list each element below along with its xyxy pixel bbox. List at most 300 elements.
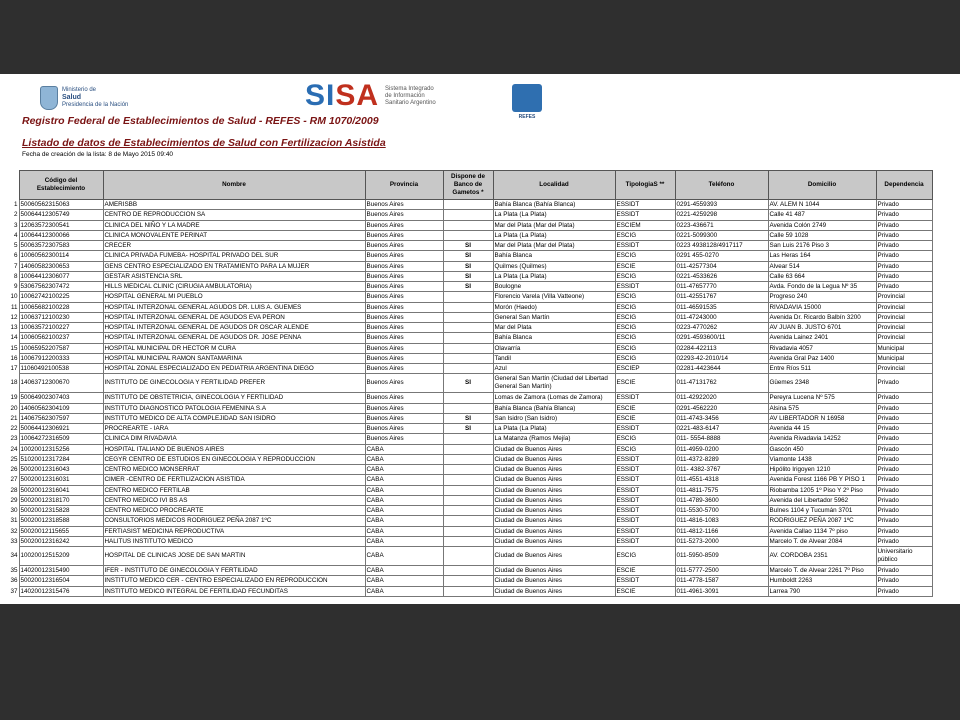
- table-cell: CLINICA MONOVALENTE PERINAT: [103, 230, 365, 240]
- table-cell: 10064412300066: [19, 230, 103, 240]
- table-cell: Calle 41 487: [768, 210, 876, 220]
- table-cell: GENS CENTRO ESPECIALIZADO EN TRATAMIENTO PARA LA MUJER: [103, 261, 365, 271]
- table-cell: 011-4959-0200: [675, 444, 768, 454]
- table-cell: 14060582300653: [19, 261, 103, 271]
- table-cell: CENTRO MEDICO IVI BS AS: [103, 495, 365, 505]
- table-cell: Humboldt 2263: [768, 576, 876, 586]
- table-cell: [443, 323, 493, 333]
- row-number-header: [10, 171, 19, 200]
- table-cell: [443, 485, 493, 495]
- table-cell: ESSIDT: [615, 495, 675, 505]
- table-cell: [443, 353, 493, 363]
- table-cell: INSTITUTO DIAGNOSTICO PATOLOGIA FEMENINA S.A: [103, 403, 365, 413]
- refes-logo-label: REFES: [518, 114, 536, 120]
- table-cell: ESCIE: [615, 413, 675, 423]
- table-cell: Ciudad de Buenos Aires: [493, 454, 615, 464]
- table-cell: 51020012317284: [19, 454, 103, 464]
- table-cell: Tandil: [493, 353, 615, 363]
- table-cell: Mar del Plata (Mar del Plata): [493, 241, 615, 251]
- table-cell: Buenos Aires: [365, 282, 443, 292]
- table-cell: Privado: [876, 536, 932, 546]
- table-cell: ESCIG: [615, 323, 675, 333]
- table-cell: [443, 566, 493, 576]
- table-cell: CABA: [365, 576, 443, 586]
- table-cell: ESCIE: [615, 586, 675, 596]
- table-cell: Buenos Aires: [365, 292, 443, 302]
- table-cell: Florencio Varela (Villa Vatteone): [493, 292, 615, 302]
- table-cell: HILLS MEDICAL CLINIC (CIRUGIA AMBULATORIA): [103, 282, 365, 292]
- table-cell: 50020012316242: [19, 536, 103, 546]
- row-number: 4: [13, 231, 18, 239]
- table-cell: Provincial: [876, 323, 932, 333]
- row-number: 27: [10, 476, 18, 484]
- table-cell: Calle 63 664: [768, 271, 876, 281]
- table-cell: [443, 576, 493, 586]
- table-cell: 10065952207587: [19, 343, 103, 353]
- table-cell: CABA: [365, 444, 443, 454]
- table-cell: [443, 454, 493, 464]
- table-cell: Hipólito Irigoyen 1210: [768, 465, 876, 475]
- table-cell: 011-42922020: [675, 393, 768, 403]
- table-cell: Alsina 575: [768, 403, 876, 413]
- table-cell: 011-4816-1083: [675, 516, 768, 526]
- table-cell: INSTITUTO DE GINECOLOGIA Y FERTILIDAD PREFER: [103, 374, 365, 393]
- table-row: [10, 444, 932, 454]
- table-cell: CIMER -CENTRO DE FERTILIZACION ASISTIDA: [103, 475, 365, 485]
- table-cell: RODRIGUEZ PEÑA 2087 1ºC: [768, 516, 876, 526]
- table-cell: General San Martín: [493, 312, 615, 322]
- table-cell: 011-5777-2500: [675, 566, 768, 576]
- table-cell: 011-4961-3091: [675, 586, 768, 596]
- table-row: [10, 292, 932, 302]
- table-cell: Privado: [876, 444, 932, 454]
- table-cell: [443, 403, 493, 413]
- table-cell: INSTITUTO MEDICO INTEGRAL DE FERTILIDAD FECUNDITAS: [103, 586, 365, 596]
- table-cell: General San Martín (Ciudad del Libertad General San Martín): [493, 374, 615, 393]
- table-cell: [443, 364, 493, 374]
- table-cell: ESCIG: [615, 271, 675, 281]
- table-cell: [443, 230, 493, 240]
- table-cell: ESCIEM: [615, 220, 675, 230]
- table-cell: Municipal: [876, 343, 932, 353]
- table-row: [10, 220, 932, 230]
- table-cell: 14020012315490: [19, 566, 103, 576]
- table-cell: 50064412306921: [19, 424, 103, 434]
- table-cell: 50020012315828: [19, 506, 103, 516]
- table-cell: Privado: [876, 271, 932, 281]
- table-cell: PROCREARTE - IARA: [103, 424, 365, 434]
- table-cell: AV. CORDOBA 2351: [768, 547, 876, 566]
- table-cell: ESSIDT: [615, 424, 675, 434]
- column-header: Nombre: [103, 171, 365, 200]
- table-cell: Privado: [876, 393, 932, 403]
- table-cell: ESSIDT: [615, 576, 675, 586]
- table-cell: Las Heras 164: [768, 251, 876, 261]
- table-cell: Avenida Callao 1134 7º piso: [768, 526, 876, 536]
- table-row: [10, 364, 932, 374]
- row-number: 18: [10, 379, 18, 387]
- table-cell: CLINICA PRIVADA FUMEBA- HOSPITAL PRIVADO DEL SUR: [103, 251, 365, 261]
- table-cell: Privado: [876, 230, 932, 240]
- table-cell: Universitario público: [876, 547, 932, 566]
- row-number: 24: [10, 445, 18, 453]
- table-row: [10, 210, 932, 220]
- table-cell: Buenos Aires: [365, 424, 443, 434]
- table-cell: Provincial: [876, 364, 932, 374]
- table-cell: HOSPITAL MUNICIPAL RAMON SANTAMARINA: [103, 353, 365, 363]
- table-cell: Mar del Plata (Mar del Plata): [493, 220, 615, 230]
- table-cell: Bahía Blanca: [493, 333, 615, 343]
- table-cell: ESSIDT: [615, 282, 675, 292]
- table-cell: Ciudad de Buenos Aires: [493, 566, 615, 576]
- table-cell: Ciudad de Buenos Aires: [493, 444, 615, 454]
- table-cell: 011-4778-1587: [675, 576, 768, 586]
- table-cell: 0291-4562220: [675, 403, 768, 413]
- table-row: [10, 566, 932, 576]
- table-cell: 011- 5554-8888: [675, 434, 768, 444]
- row-number: 3: [13, 221, 18, 229]
- table-cell: CABA: [365, 495, 443, 505]
- table-cell: Buenos Aires: [365, 251, 443, 261]
- table-cell: SI: [443, 424, 493, 434]
- table-row: [10, 323, 932, 333]
- table-cell: ESCIG: [615, 434, 675, 444]
- table-cell: Ciudad de Buenos Aires: [493, 506, 615, 516]
- table-cell: ESCIE: [615, 374, 675, 393]
- row-number: 15: [10, 344, 18, 352]
- table-cell: [443, 465, 493, 475]
- table-cell: 10067912200333: [19, 353, 103, 363]
- table-cell: ESCIG: [615, 312, 675, 322]
- table-cell: 10060562100237: [19, 333, 103, 343]
- table-cell: 11060492100538: [19, 364, 103, 374]
- table-cell: Bahía Blanca (Bahía Blanca): [493, 200, 615, 210]
- table-cell: Privado: [876, 424, 932, 434]
- column-header: Localidad: [493, 171, 615, 200]
- table-header-row: [10, 171, 932, 200]
- table-cell: INSTITUTO MEDICO DE ALTA COMPLEJIDAD SAN ISIDRO: [103, 413, 365, 423]
- table-cell: Pereyra Lucena Nº 575: [768, 393, 876, 403]
- table-cell: CABA: [365, 536, 443, 546]
- table-cell: Ciudad de Buenos Aires: [493, 547, 615, 566]
- table-cell: SI: [443, 374, 493, 393]
- table-cell: ESCIG: [615, 333, 675, 343]
- table-cell: 0221-5099300: [675, 230, 768, 240]
- table-cell: ESCIG: [615, 251, 675, 261]
- table-cell: ESSIDT: [615, 454, 675, 464]
- table-cell: 011-47243000: [675, 312, 768, 322]
- row-number: 19: [10, 394, 18, 402]
- table-cell: [443, 506, 493, 516]
- table-cell: 10063572100227: [19, 323, 103, 333]
- row-number: 20: [10, 404, 18, 412]
- table-row: [10, 526, 932, 536]
- table-cell: 12063572300541: [19, 220, 103, 230]
- row-number: 36: [10, 577, 18, 585]
- table-row: [10, 333, 932, 343]
- table-cell: Avenida Colón 2749: [768, 220, 876, 230]
- row-number: 34: [10, 552, 18, 559]
- sisa-subtitle: Sistema Integrado de Información Sanitario Argentino: [385, 85, 436, 106]
- table-cell: Buenos Aires: [365, 323, 443, 333]
- table-cell: SI: [443, 282, 493, 292]
- column-header: TipologiaS **: [615, 171, 675, 200]
- table-cell: FERTIASIST MEDICINA REPRODUCTIVA: [103, 526, 365, 536]
- table-cell: 50020012316043: [19, 465, 103, 475]
- table-cell: ESCIG: [615, 343, 675, 353]
- table-cell: Rivadavia 4057: [768, 343, 876, 353]
- table-cell: CEGYR CENTRO DE ESTUDIOS EN GINECOLOGIA Y REPRODUCCION: [103, 454, 365, 464]
- table-cell: 011-4811-7575: [675, 485, 768, 495]
- table-row: [10, 312, 932, 322]
- table-cell: 02293-42-2010/14: [675, 353, 768, 363]
- table-row: [10, 353, 932, 363]
- table-row: [10, 413, 932, 423]
- row-number: 6: [13, 252, 18, 260]
- table-row: [10, 251, 932, 261]
- table-cell: San Isidro (San Isidro): [493, 413, 615, 423]
- table-cell: CLINICA DEL NIÑO Y LA MADRE: [103, 220, 365, 230]
- table-cell: Buenos Aires: [365, 241, 443, 251]
- table-cell: [443, 343, 493, 353]
- table-cell: ESCIG: [615, 353, 675, 363]
- table-cell: Provincial: [876, 292, 932, 302]
- table-body: [10, 200, 932, 597]
- column-header: Provincia: [365, 171, 443, 200]
- table-cell: Provincial: [876, 312, 932, 322]
- table-cell: HOSPITAL ITALIANO DE BUENOS AIRES: [103, 444, 365, 454]
- table-cell: ESSIDT: [615, 516, 675, 526]
- table-cell: SI: [443, 271, 493, 281]
- row-number: 11: [10, 303, 18, 311]
- table-row: [10, 200, 932, 210]
- table-cell: IFER - INSTITUTO DE GINECOLOGIA Y FERTILIDAD: [103, 566, 365, 576]
- row-number: 9: [13, 283, 18, 291]
- table-row: [10, 271, 932, 281]
- table-cell: La Matanza (Ramos Mejía): [493, 434, 615, 444]
- row-number: 5: [13, 242, 18, 250]
- table-cell: La Plata (La Plata): [493, 424, 615, 434]
- table-cell: Privado: [876, 251, 932, 261]
- table-cell: Provincial: [876, 302, 932, 312]
- document-sheet: [0, 74, 960, 604]
- table-cell: CRECER: [103, 241, 365, 251]
- table-cell: 10064272316509: [19, 434, 103, 444]
- table-row: [10, 586, 932, 596]
- table-cell: 011- 4382-3767: [675, 465, 768, 475]
- table-cell: CENTRO MEDICO FERTILAB: [103, 485, 365, 495]
- table-cell: Privado: [876, 566, 932, 576]
- table-cell: SI: [443, 241, 493, 251]
- table-row: [10, 241, 932, 251]
- table-cell: CABA: [365, 475, 443, 485]
- table-cell: HALITUS INSTITUTO MEDICO: [103, 536, 365, 546]
- table-cell: CENTRO DE REPRODUCCION SA: [103, 210, 365, 220]
- table-cell: 011-4743-3456: [675, 413, 768, 423]
- table-cell: Buenos Aires: [365, 312, 443, 322]
- row-number: 7: [13, 262, 18, 270]
- table-cell: 011-4551-4318: [675, 475, 768, 485]
- table-cell: CABA: [365, 526, 443, 536]
- table-cell: Privado: [876, 586, 932, 596]
- table-cell: [443, 312, 493, 322]
- column-header: Domicilio: [768, 171, 876, 200]
- table-cell: 011-4789-3600: [675, 495, 768, 505]
- table-cell: GESTAR ASISTENCIA SRL: [103, 271, 365, 281]
- table-cell: HOSPITAL GENERAL MI PUEBLO: [103, 292, 365, 302]
- row-number: 33: [10, 537, 18, 545]
- table-cell: Alvear 514: [768, 261, 876, 271]
- table-cell: Avenida Lainez 2401: [768, 333, 876, 343]
- table-cell: Privado: [876, 465, 932, 475]
- table-cell: Buenos Aires: [365, 261, 443, 271]
- table-cell: Viamonte 1438: [768, 454, 876, 464]
- table-cell: CABA: [365, 566, 443, 576]
- table-cell: 011-42577304: [675, 261, 768, 271]
- table-cell: CABA: [365, 465, 443, 475]
- table-cell: Marcelo T. de Alvear 2261 7º Piso: [768, 566, 876, 576]
- table-cell: ESCIG: [615, 292, 675, 302]
- table-cell: 011-4372-8289: [675, 454, 768, 464]
- table-row: [10, 393, 932, 403]
- table-cell: CABA: [365, 547, 443, 566]
- table-cell: Privado: [876, 485, 932, 495]
- table-cell: Entre Ríos 511: [768, 364, 876, 374]
- table-row: [10, 434, 932, 444]
- ministerio-line1: Ministerio de: [62, 87, 97, 93]
- table-cell: Marcelo T. de Alvear 2084: [768, 536, 876, 546]
- table-cell: 14063712300670: [19, 374, 103, 393]
- table-cell: 0221-483-6147: [675, 424, 768, 434]
- table-cell: AV LIBERTADOR N 16958: [768, 413, 876, 423]
- table-cell: Privado: [876, 576, 932, 586]
- table-cell: Privado: [876, 220, 932, 230]
- table-cell: 0223 4938128/4917117: [675, 241, 768, 251]
- table-cell: 02284-422113: [675, 343, 768, 353]
- table-cell: Buenos Aires: [365, 413, 443, 423]
- table-cell: [443, 547, 493, 566]
- table-cell: Privado: [876, 526, 932, 536]
- table-cell: [443, 302, 493, 312]
- table-cell: CABA: [365, 586, 443, 596]
- table-cell: [443, 536, 493, 546]
- table-cell: 011-5273-2000: [675, 536, 768, 546]
- table-cell: HOSPITAL INTERZONAL GENERAL AGUDOS DR. LUIS A. GUEMES: [103, 302, 365, 312]
- table-cell: 50020012318588: [19, 516, 103, 526]
- table-cell: Azul: [493, 364, 615, 374]
- table-cell: HOSPITAL DE CLINICAS JOSE DE SAN MARTIN: [103, 547, 365, 566]
- table-row: [10, 454, 932, 464]
- table-cell: [443, 393, 493, 403]
- table-cell: Buenos Aires: [365, 200, 443, 210]
- table-row: [10, 302, 932, 312]
- table-cell: ESCIG: [615, 302, 675, 312]
- table-cell: Bahía Blanca (Bahía Blanca): [493, 403, 615, 413]
- table-cell: HOSPITAL INTERZONAL GENERAL DE AGUDOS EVA PERON: [103, 312, 365, 322]
- table-cell: Privado: [876, 516, 932, 526]
- table-cell: Ciudad de Buenos Aires: [493, 485, 615, 495]
- table-cell: San Luis 2176 Piso 3: [768, 241, 876, 251]
- row-number: 26: [10, 466, 18, 474]
- table-cell: La Plata (La Plata): [493, 271, 615, 281]
- table-cell: Larrea 790: [768, 586, 876, 596]
- row-number: 16: [10, 354, 18, 362]
- table-cell: [443, 220, 493, 230]
- table-cell: [443, 516, 493, 526]
- row-number: 13: [10, 324, 18, 332]
- row-number: 17: [10, 365, 18, 373]
- table-cell: ESSIDT: [615, 393, 675, 403]
- table-cell: 02281-4423644: [675, 364, 768, 374]
- table-cell: 011-4812-1166: [675, 526, 768, 536]
- table-cell: HOSPITAL ZONAL ESPECIALIZADO EN PEDIATRIA ARGENTINA DIEGO: [103, 364, 365, 374]
- table-cell: Ciudad de Buenos Aires: [493, 465, 615, 475]
- table-cell: 14060562304109: [19, 403, 103, 413]
- table-cell: 14067562307597: [19, 413, 103, 423]
- table-cell: AV. ALEM N 1044: [768, 200, 876, 210]
- table-cell: AV JUAN B. JUSTO 6701: [768, 323, 876, 333]
- table-cell: ESSIDT: [615, 241, 675, 251]
- table-cell: SI: [443, 413, 493, 423]
- table-cell: 50060562315063: [19, 200, 103, 210]
- table-cell: 0221-4259298: [675, 210, 768, 220]
- table-cell: Ciudad de Buenos Aires: [493, 586, 615, 596]
- table-cell: 011-42551767: [675, 292, 768, 302]
- table-cell: Buenos Aires: [365, 220, 443, 230]
- row-number: 1: [13, 201, 18, 209]
- table-cell: ESSIDT: [615, 485, 675, 495]
- table-cell: 10060562300114: [19, 251, 103, 261]
- table-cell: 10063712100230: [19, 312, 103, 322]
- slide-top-band: [0, 0, 960, 74]
- table-cell: Ciudad de Buenos Aires: [493, 536, 615, 546]
- table-cell: CENTRO MEDICO MONSERRAT: [103, 465, 365, 475]
- table-cell: Buenos Aires: [365, 353, 443, 363]
- table-cell: 011-5530-5700: [675, 506, 768, 516]
- ministerio-line3: Presidencia de la Nación: [62, 102, 129, 108]
- table-cell: ESSIDT: [615, 210, 675, 220]
- table-cell: Avenida Rivadavia 14252: [768, 434, 876, 444]
- table-cell: 50020012316031: [19, 475, 103, 485]
- table-cell: Privado: [876, 261, 932, 271]
- row-number: 35: [10, 567, 18, 575]
- table-cell: CENTRO MEDICO PROCREARTE: [103, 506, 365, 516]
- table-cell: Bahía Blanca: [493, 251, 615, 261]
- table-cell: Buenos Aires: [365, 271, 443, 281]
- table-cell: Avenida Dr. Ricardo Balbín 3200: [768, 312, 876, 322]
- column-header: Dependencia: [876, 171, 932, 200]
- table-cell: CABA: [365, 454, 443, 464]
- table-row: [10, 374, 932, 393]
- column-header: Dispone de Banco de Gametos *: [443, 171, 493, 200]
- slide-bottom-band: [0, 604, 960, 720]
- table-cell: 10020012315256: [19, 444, 103, 454]
- table-cell: Privado: [876, 200, 932, 210]
- table-cell: HOSPITAL MUNICIPAL DR HECTOR M CURA: [103, 343, 365, 353]
- ministerio-line2: Salud: [62, 94, 82, 101]
- table-cell: Ciudad de Buenos Aires: [493, 516, 615, 526]
- table-row: [10, 424, 932, 434]
- table-cell: HOSPITAL INTERZONAL GENERAL DE AGUDOS DR. JOSE PENNA: [103, 333, 365, 343]
- table-cell: RIVADAVIA 15000: [768, 302, 876, 312]
- table-row: [10, 506, 932, 516]
- sisa-wordmark: SISA: [305, 79, 380, 112]
- table-cell: 50063572307583: [19, 241, 103, 251]
- table-cell: 10062742100225: [19, 292, 103, 302]
- table-cell: 0291 455-0270: [675, 251, 768, 261]
- table-row: [10, 516, 932, 526]
- table-cell: ESCIG: [615, 230, 675, 240]
